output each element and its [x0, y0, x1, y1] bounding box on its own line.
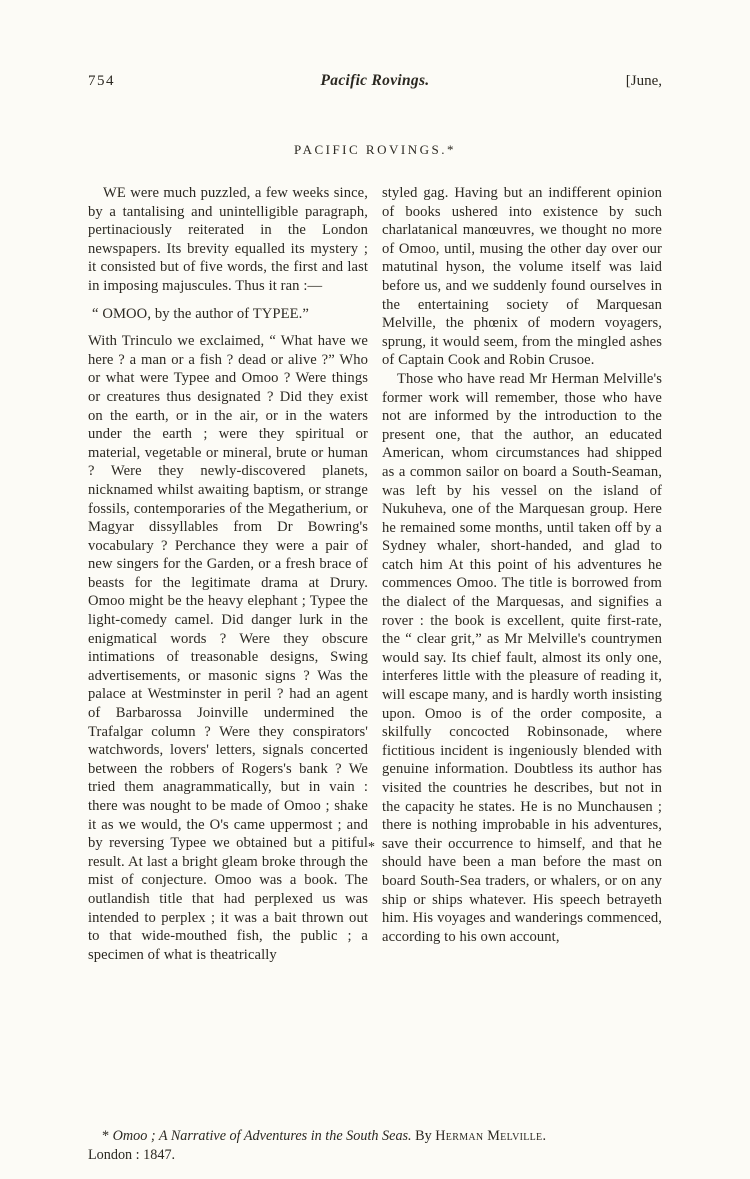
footnote-by-label: By	[415, 1128, 432, 1144]
page-number: 754	[88, 73, 115, 89]
footnote-line-1	[88, 1127, 662, 1146]
text-columns	[88, 184, 662, 1126]
footnote	[88, 1127, 662, 1165]
running-head	[88, 72, 662, 90]
paragraph: With Trinculo we exclaimed, “ What have we here ? a man or a fish ? dead or alive ?” Who or what were Typee and Omoo ? Were things or creatures thus designated ? Did they exist on the earth, or in the air, or in the waters under the earth ; were they spiritual or material, vegetable or mineral, brute or human ? Were they newly-discovered planets, nicknamed whilst awaiting baptism, or strange fossils, contemporaries of the Megatherium, or Magyar dissyllables from Dr Bowring's vocabulary ? Perchance they were a pair of new singers for the Garden, or a fresh brace of beasts for the legitimate drama at Drury. Omoo might be the heavy elephant ; Typee the light-comedy camel. Did danger lurk in the enigmatical words ? Were they obscure intimations of treasonable designs, Swing advertisements, or masonic signs ? Was the palace at Westminster in peril ? had an agent of Barbarossa Joinville undermined the Trafalgar column ? Were they conspirators' watchwords, lovers' letters, signals concerted between the robbers of Rogers's bank ? We tried them anagrammatically, but in vain : there was nought to be made of Omoo ; shake it as we would, the O's came uppermost ; and by reversing Typee we obtained but a pitiful result. At last a bright gleam broke through the mist of conjecture. Omoo was a book. The outlandish title that had perplexed us was intended to perplex ; it was a bait thrown out to that wide-mouthed fish, the public ; a specimen of what is theatrically	[88, 333, 368, 963]
right-column	[382, 184, 662, 1126]
footnote-author-name: Herman Melville.	[435, 1128, 547, 1144]
paragraph: styled gag. Having but an indifferent opinion of books ushered into existence by such charlatanical manœuvres, we thought no more of Omoo, until, musing the other day over our matutinal hyson, the volume itself was laid before us, and we suddenly found ourselves in the entertaining society of Marquesan Melville, the phœnix of modern voyagers, sprung, it would seem, from the mingled ashes of Captain Cook and Robin Crusoe.	[382, 185, 662, 369]
paragraph: WE were much puzzled, a few weeks since, by a tantalising and unintelligible paragraph, pertinaciously reiterated in the London newspapers. Its brevity equalled its mystery ; it consisted but of five words, the first and last in imposing majuscules. Thus it ran :—	[88, 185, 368, 294]
footnote-work-title: Omoo ; A Narrative of Adventures in the South Seas.	[112, 1128, 412, 1144]
paragraph: Those who have read Mr Herman Melville's former work will remember, those who have not are informed by the introduction to the present one, that the author, an educated American, whom circumstances had shipped as a common sailor on board a South-Seaman, was left by his vessel on the island of Nukuheva, one of the Marquesan group. Here he remained some months, until taken off by a Sydney whaler, short-handed, and glad to catch him At this point of his adventures he commences Omoo. The title is borrowed from the dialect of the Marquesas, and signifies a rover : the book is excellent, quite first-rate, the “ clear grit,” as Mr Melville's countrymen would say. Its chief fault, almost its only one, interferes little with the pleasure of reading it, will escape many, and is hardly worth insisting upon. Omoo is of the order composite, a skilfully concocted Robinsonade, where fictitious incident is ingeniously blended with genuine information. Doubtless its author has visited the countries he describes, but not in the capacity he states. He is no Munchausen ; there is nothing improbable in his adventures, save their occurrence to himself, and that he should have been a man before the mast on board South-Sea traders, or whalers, or on any ship or ships whatever. His speech betrayeth him. His voyages and wanderings commenced, according to his own account,	[382, 370, 662, 945]
article-title: PACIFIC ROVINGS.*	[294, 142, 456, 157]
footnote-marker: *	[102, 1128, 110, 1144]
quoted-advertisement-line: “ OMOO, by the author of TYPEE.”	[92, 305, 309, 322]
footnote-publication-line: London : 1847.	[88, 1147, 176, 1163]
issue-date-label: [June,	[625, 73, 662, 89]
left-column	[88, 184, 368, 1126]
running-title: Pacific Rovings.	[320, 72, 430, 89]
gutter-asterisk-marker: *	[368, 840, 375, 855]
